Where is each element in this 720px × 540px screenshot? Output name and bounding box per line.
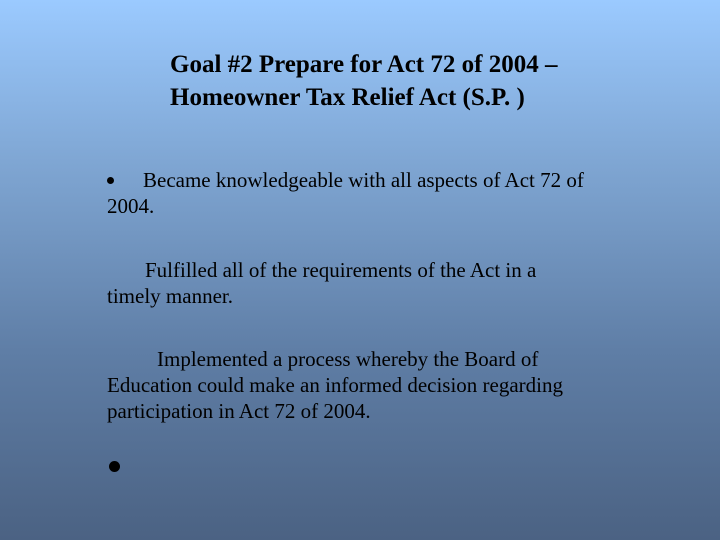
bullet-item-1: [107, 167, 687, 219]
bullet-item-3-line-1: Implemented a process whereby the Board of: [157, 347, 539, 371]
bullet-item-1-line-1: Became knowledgeable with all aspects of Act 72 of: [143, 168, 584, 192]
slide-title-line-2: Homeowner Tax Relief Act (S.P. ): [170, 84, 525, 111]
bullet-item-2-line-2: timely manner.: [107, 284, 233, 308]
bullet-item-3-line-3: participation in Act 72 of 2004.: [107, 399, 371, 423]
bullet-item-3: [107, 346, 687, 424]
bullet-item-2: [107, 257, 687, 309]
slide-title: [170, 48, 670, 114]
bullet-item-1-line-2: 2004.: [107, 194, 155, 218]
bullet-dot-icon: [109, 461, 120, 472]
slide-title-line-1: Goal #2 Prepare for Act 72 of 2004 –: [170, 51, 558, 78]
bullet-dot-icon: [107, 177, 114, 184]
bullet-item-2-line-1: Fulfilled all of the requirements of the Act in a: [145, 258, 537, 282]
bullet-item-3-line-2: Education could make an informed decision regarding: [107, 373, 564, 397]
